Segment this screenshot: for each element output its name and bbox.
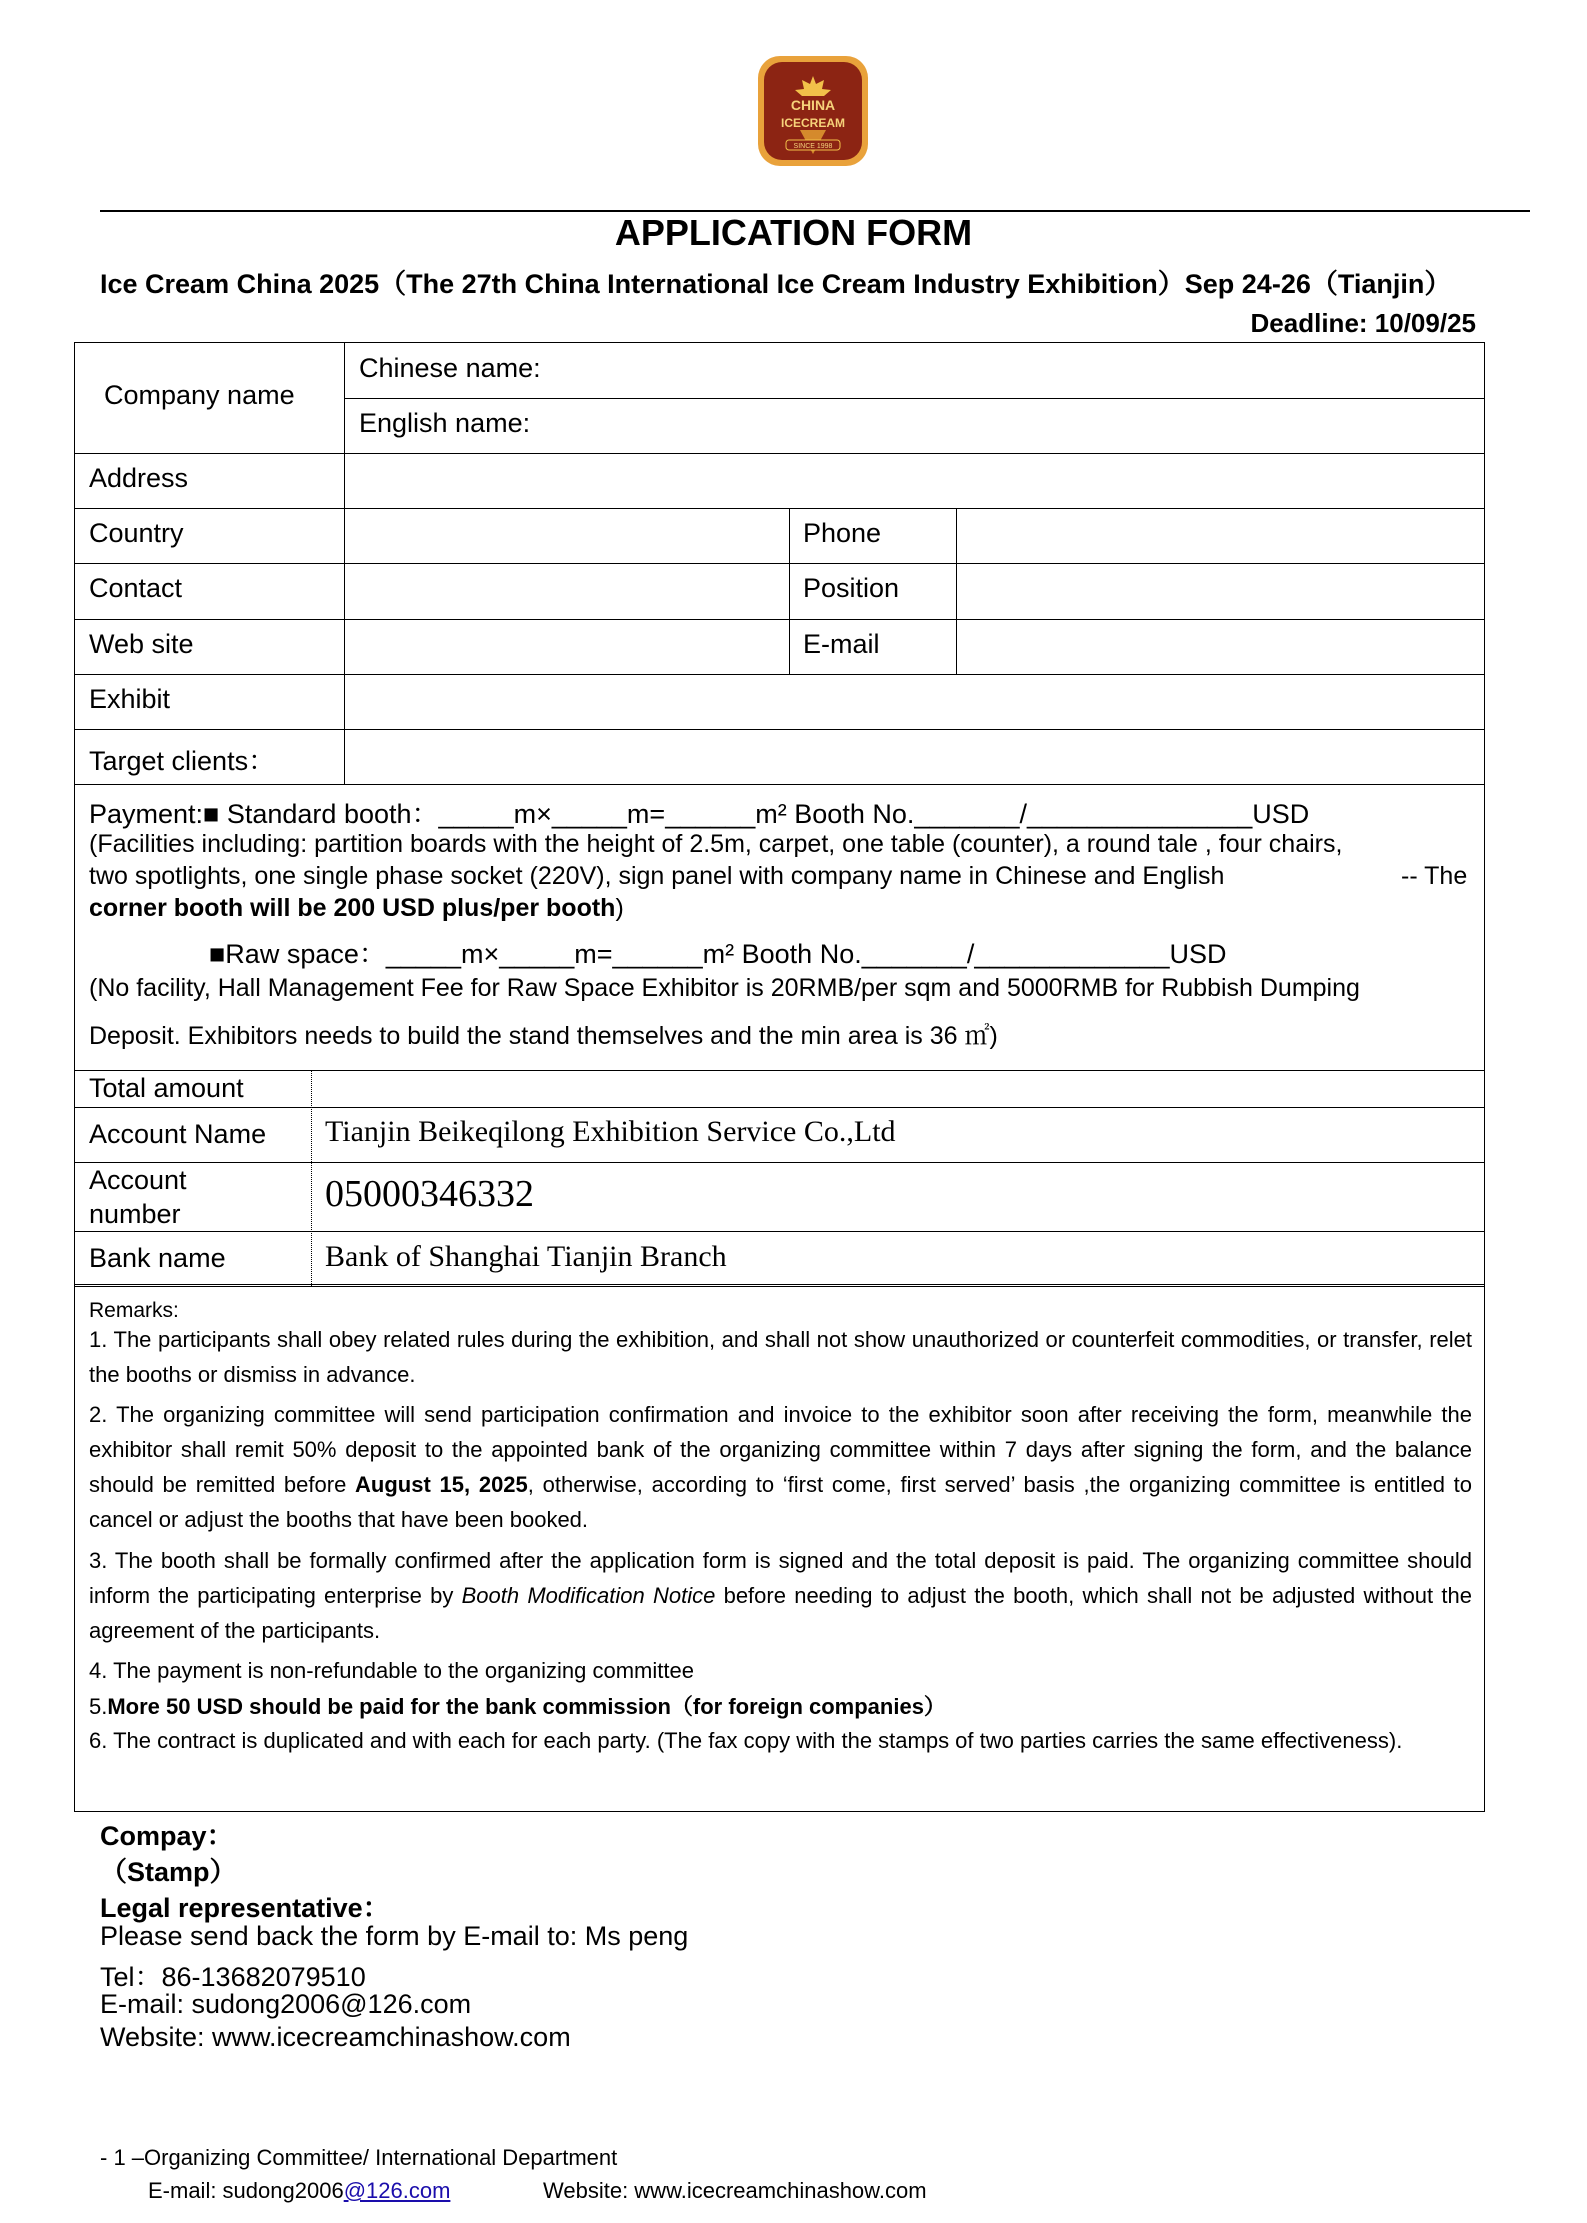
- remark-1: 1. The participants shall obey related rules during the exhibition, and shall not show unauthorized or counterfeit commodities, or transfer, relet the booths or dismiss in advance.: [89, 1327, 1472, 1387]
- standard-booth-option[interactable]: [89, 792, 1309, 831]
- position-field[interactable]: [965, 565, 1475, 615]
- application-table: [74, 342, 1485, 1285]
- account-name-label: Account Name: [89, 1119, 267, 1149]
- remark-6: 6. The contract is duplicated and with each for each party. (The fax copy with the stamps of two parties carries the same effectiveness).: [89, 1728, 1403, 1753]
- target-clients-label: Target clients：: [89, 746, 276, 776]
- raw-space-note-1: (No facility, Hall Management Fee for Raw Space Exhibitor is 20RMB/per sqm and 5000RMB for Rubbish Dumping: [89, 974, 1360, 1002]
- raw-space-option[interactable]: [209, 932, 1227, 971]
- contact-email: E-mail: sudong2006@126.com: [100, 1989, 472, 2019]
- bank-name-label: Bank name: [89, 1243, 226, 1273]
- company-name-label: Company name: [104, 380, 295, 410]
- raw-space-prefix: ■Raw space：: [209, 939, 386, 969]
- account-number-label: Account number: [89, 1165, 187, 1229]
- contact-tel: Tel：86-13682079510: [100, 1962, 366, 1992]
- logo-text-since: SINCE 1998: [793, 143, 833, 150]
- remarks-box: [74, 1285, 1485, 1812]
- corner-booth-note-start: -- The: [1401, 862, 1468, 890]
- legal-representative-label: Legal representative：: [100, 1893, 390, 1923]
- remark-3: 3. The booth shall be formally confirmed after the application form is signed and the total deposit is paid. The organizing committee should inform the participating enterprise by Booth Modification Notice before needing to adjust the booth, which shall not be adjusted without the agreement of the participants.: [89, 1548, 1472, 1643]
- raw-space-blanks: _____m×_____m=______m² Booth No._______/_____________USD: [385, 939, 1227, 969]
- facilities-line-2: two spotlights, one single phase socket (220V), sign panel with company name in Chinese and English: [89, 862, 1225, 890]
- footer-email-link[interactable]: @126.com: [343, 2178, 451, 2203]
- address-label: Address: [89, 463, 189, 493]
- remarks-heading: Remarks:: [89, 1299, 179, 1322]
- website-label: Web site: [89, 629, 194, 659]
- account-name-value: Tianjin Beikeqilong Exhibition Service Co.,Ltd: [325, 1115, 896, 1148]
- facilities-line-1: (Facilities including: partition boards with the height of 2.5m, carpet, one table (counter), a round tale , four chairs,: [89, 830, 1343, 858]
- address-field[interactable]: [355, 455, 1475, 505]
- company-stamp-label: Compay：: [100, 1821, 234, 1851]
- total-amount-label: Total amount: [89, 1073, 244, 1103]
- standard-booth-prefix: Payment:■ Standard booth：: [89, 799, 439, 829]
- stamp-label: （Stamp）: [100, 1857, 237, 1887]
- phone-label: Phone: [803, 518, 882, 548]
- country-field[interactable]: [355, 510, 780, 560]
- bank-name-value: Bank of Shanghai Tianjin Branch: [325, 1240, 727, 1273]
- footer-email: E-mail: sudong2006@126.com: [148, 2178, 451, 2203]
- form-title: APPLICATION FORM: [614, 212, 973, 253]
- country-label: Country: [89, 518, 184, 548]
- remark-5: 5.More 50 USD should be paid for the bank commission（for foreign companies）: [89, 1694, 946, 1719]
- event-subtitle: Ice Cream China 2025（The 27th China International Ice Cream Industry Exhibition）Sep 24-26（Tianjin）: [100, 269, 1452, 299]
- email-label: E-mail: [803, 629, 880, 659]
- logo-text-china: CHINA: [790, 97, 836, 113]
- exhibit-label: Exhibit: [89, 684, 171, 714]
- contact-label: Contact: [89, 573, 183, 603]
- account-number-value: 05000346332: [325, 1173, 534, 1215]
- china-icecream-logo: [756, 54, 870, 168]
- phone-field[interactable]: [965, 510, 1475, 560]
- website-field[interactable]: [355, 621, 780, 671]
- email-field[interactable]: [965, 621, 1475, 671]
- footer-website: Website: www.icecreamchinashow.com: [543, 2178, 927, 2203]
- position-label: Position: [803, 573, 900, 603]
- exhibit-field[interactable]: [355, 676, 1475, 726]
- total-amount-field[interactable]: [320, 1072, 1480, 1105]
- corner-booth-note: corner booth will be 200 USD plus/per booth): [89, 894, 624, 922]
- remark-2: 2. The organizing committee will send participation confirmation and invoice to the exhibitor soon after receiving the form, meanwhile the exhibitor shall remit 50% deposit to the appointed bank of the organizing committee within 7 days after signing the form, and the balance should be remitted before August 15, 2025, otherwise, according to ‘first come, first served’ basis ,the organizing committee is entitled to cancel or adjust the booths that have been booked.: [89, 1402, 1472, 1532]
- chinese-name-field[interactable]: Chinese name:: [359, 353, 541, 383]
- standard-booth-blanks: _____m×_____m=______m² Booth No._______/_______________USD: [438, 799, 1310, 829]
- contact-field[interactable]: [355, 565, 780, 615]
- footer-department: - 1 –Organizing Committee/ International Department: [100, 2145, 618, 2170]
- deadline: Deadline: 10/09/25: [1250, 308, 1476, 338]
- send-back-instruction: Please send back the form by E-mail to: Ms peng: [100, 1921, 689, 1951]
- remark-4: 4. The payment is non-refundable to the organizing committee: [89, 1658, 694, 1683]
- contact-website: Website: www.icecreamchinashow.com: [100, 2022, 571, 2052]
- english-name-field[interactable]: English name:: [359, 408, 531, 438]
- raw-space-note-2: Deposit. Exhibitors needs to build the stand themselves and the min area is 36 ㎡): [89, 1022, 998, 1050]
- logo-text-icecream: ICECREAM: [780, 116, 846, 130]
